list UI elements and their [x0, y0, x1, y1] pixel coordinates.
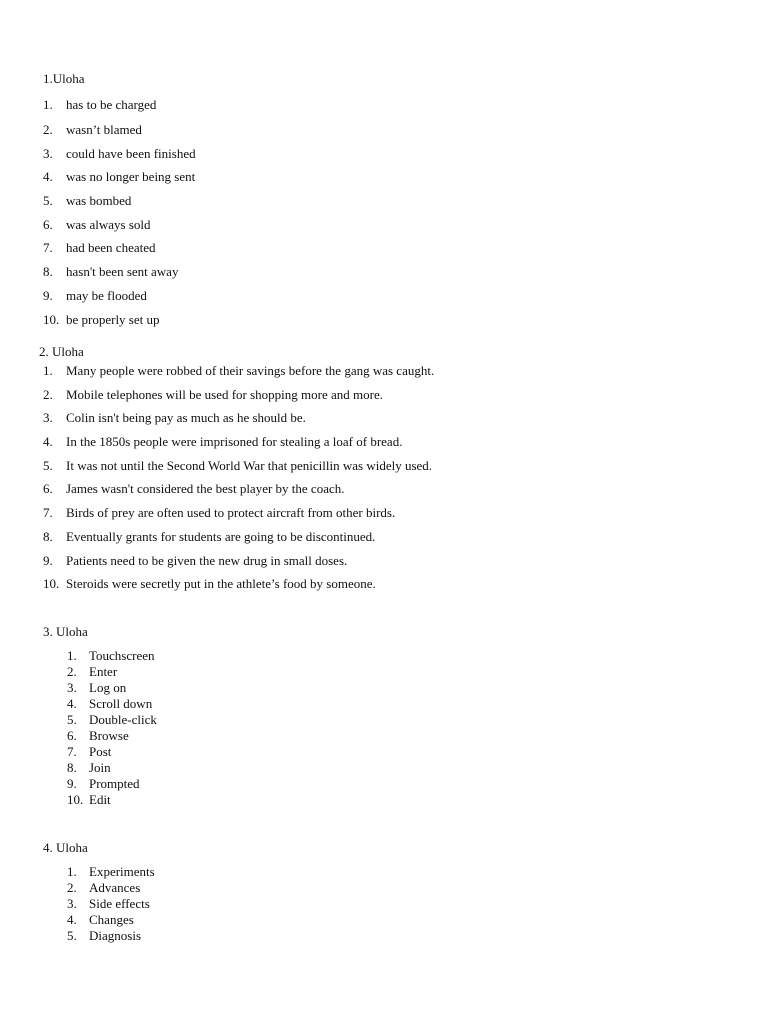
list-item-number: 3.	[67, 680, 77, 695]
list-item	[43, 505, 743, 529]
list-item-number: 8.	[43, 264, 53, 280]
list-item-text: Double-click	[89, 712, 157, 727]
list-item	[43, 529, 743, 553]
list-item-text: was bombed	[66, 193, 132, 209]
section-2-list	[43, 363, 743, 600]
list-item	[43, 240, 643, 264]
list-item-number: 9.	[43, 552, 53, 568]
list-item	[43, 122, 643, 146]
section-3-heading: 3. Uloha	[43, 624, 88, 639]
list-item-number: 6.	[67, 728, 77, 743]
list-item	[67, 760, 367, 776]
list-item	[67, 864, 367, 880]
list-item-text: Experiments	[89, 864, 155, 879]
list-item-text: may be flooded	[66, 287, 147, 303]
list-item-number: 1.	[43, 363, 53, 378]
list-item	[43, 193, 643, 217]
list-item-number: 7.	[67, 744, 77, 759]
list-item-text: Patients need to be given the new drug in small doses.	[66, 552, 348, 568]
list-item-number: 4.	[43, 169, 53, 185]
list-item	[43, 576, 743, 600]
list-item-text: could have been finished	[66, 145, 196, 161]
section-4-list	[67, 864, 367, 944]
list-item-number: 2.	[43, 386, 53, 402]
section-4-heading: 4. Uloha	[43, 840, 88, 855]
list-item	[43, 146, 643, 170]
list-item	[43, 553, 743, 577]
list-item-number: 3.	[43, 410, 53, 426]
list-item	[67, 896, 367, 912]
section-2-heading: 2. Uloha	[39, 344, 84, 359]
list-item-number: 1.	[67, 864, 77, 879]
list-item-number: 4.	[43, 434, 53, 450]
list-item-number: 5.	[43, 457, 53, 473]
list-item-number: 2.	[43, 122, 53, 137]
list-item-text: Steroids were secretly put in the athlete’s food by someone.	[66, 576, 376, 592]
list-item-number: 1.	[43, 97, 53, 112]
list-item-text: Birds of prey are often used to protect aircraft from other birds.	[66, 505, 396, 521]
list-item-number: 1.	[67, 648, 77, 663]
list-item-text: has to be charged	[66, 97, 157, 112]
list-item	[43, 169, 643, 193]
list-item-text: Diagnosis	[89, 928, 141, 943]
list-item	[67, 928, 367, 944]
list-item-number: 6.	[43, 216, 53, 232]
list-item-text: In the 1850s people were imprisoned for stealing a loaf of bread.	[66, 434, 403, 450]
list-item-number: 2.	[67, 880, 77, 895]
list-item-number: 3.	[43, 145, 53, 161]
list-item-text: Browse	[89, 728, 129, 743]
list-item-number: 5.	[43, 193, 53, 209]
list-item-text: was always sold	[66, 216, 151, 232]
list-item-number: 6.	[43, 481, 53, 497]
list-item-text: was no longer being sent	[66, 169, 196, 185]
list-item-number: 10.	[43, 576, 60, 592]
list-item-text: Log on	[89, 680, 127, 695]
list-item	[43, 481, 743, 505]
list-item	[67, 744, 367, 760]
list-item	[67, 712, 367, 728]
list-item-text: had been cheated	[66, 240, 156, 256]
list-item-number: 10.	[43, 311, 60, 327]
list-item-text: Advances	[89, 880, 141, 895]
list-item-text: hasn't been sent away	[66, 264, 179, 280]
list-item-number: 2.	[67, 664, 77, 679]
list-item	[43, 363, 743, 387]
list-item	[67, 912, 367, 928]
list-item-text: Enter	[89, 664, 118, 679]
list-item-text: Colin isn't being pay as much as he should be.	[66, 410, 306, 426]
list-item	[67, 880, 367, 896]
list-item-number: 5.	[67, 712, 77, 727]
list-item-text: Many people were robbed of their savings before the gang was caught.	[66, 363, 435, 378]
list-item	[43, 410, 743, 434]
list-item	[43, 97, 643, 122]
section-1-heading: 1.Uloha	[43, 71, 85, 86]
list-item	[43, 312, 643, 336]
list-item	[67, 648, 367, 664]
list-item-text: Scroll down	[89, 696, 153, 711]
list-item	[43, 387, 743, 411]
list-item-text: Side effects	[89, 896, 150, 911]
list-item-text: Prompted	[89, 776, 140, 791]
list-item-number: 4.	[67, 912, 77, 927]
list-item-number: 7.	[43, 505, 53, 521]
list-item-text: Changes	[89, 912, 134, 927]
list-item-text: Mobile telephones will be used for shopping more and more.	[66, 386, 383, 402]
list-item	[67, 792, 367, 808]
list-item	[43, 434, 743, 458]
list-item	[43, 264, 643, 288]
list-item-number: 10.	[67, 792, 84, 807]
list-item-number: 8.	[43, 528, 53, 544]
list-item-text: Join	[89, 760, 111, 775]
list-item	[67, 776, 367, 792]
list-item-number: 4.	[67, 696, 77, 711]
list-item	[67, 680, 367, 696]
list-item-text: wasn’t blamed	[66, 122, 142, 137]
list-item-text: Post	[89, 744, 112, 759]
list-item	[43, 288, 643, 312]
list-item-number: 9.	[67, 776, 77, 791]
list-item	[67, 696, 367, 712]
list-item-text: Eventually grants for students are going to be discontinued.	[66, 528, 376, 544]
list-item	[43, 458, 743, 482]
list-item	[67, 728, 367, 744]
list-item-number: 5.	[67, 928, 77, 943]
section-1-list	[43, 97, 643, 335]
list-item-number: 9.	[43, 287, 53, 303]
list-item	[43, 217, 643, 241]
list-item	[67, 664, 367, 680]
section-3-list	[67, 648, 367, 808]
list-item-text: be properly set up	[66, 311, 160, 327]
list-item-text: Touchscreen	[89, 648, 155, 663]
list-item-number: 7.	[43, 240, 53, 256]
list-item-number: 8.	[67, 760, 77, 775]
list-item-text: James wasn't considered the best player by the coach.	[66, 481, 345, 497]
list-item-number: 3.	[67, 896, 77, 911]
list-item-text: It was not until the Second World War that penicillin was widely used.	[66, 457, 433, 473]
list-item-text: Edit	[89, 792, 111, 807]
